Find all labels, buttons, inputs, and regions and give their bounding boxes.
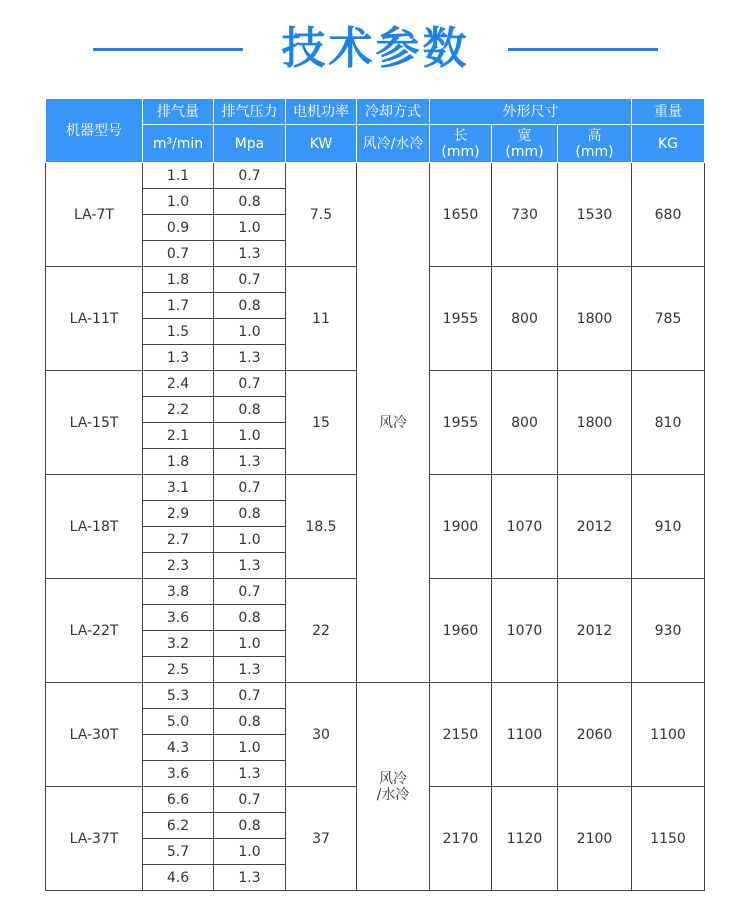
header-width — [492, 125, 558, 163]
header-pressure-unit: Mpa — [214, 125, 286, 163]
pressure-cell: 0.7 — [214, 267, 286, 293]
pressure-cell: 1.3 — [214, 345, 286, 371]
length-cell: 1960 — [430, 579, 492, 683]
pressure-cell: 1.3 — [214, 865, 286, 891]
flow-cell: 1.5 — [143, 319, 214, 345]
weight-cell: 810 — [632, 371, 705, 475]
width-cell: 800 — [492, 371, 558, 475]
height-cell: 1800 — [558, 267, 632, 371]
flow-cell: 4.3 — [143, 735, 214, 761]
model-cell: LA-18T — [46, 475, 143, 579]
length-cell: 1955 — [430, 267, 492, 371]
pressure-cell: 0.8 — [214, 501, 286, 527]
model-cell: LA-22T — [46, 579, 143, 683]
width-cell: 1070 — [492, 579, 558, 683]
header-cooling-unit: 风冷/水冷 — [357, 125, 430, 163]
power-cell: 22 — [286, 579, 357, 683]
pressure-cell: 0.7 — [214, 163, 286, 189]
height-cell: 1800 — [558, 371, 632, 475]
length-cell: 1955 — [430, 371, 492, 475]
flow-cell: 2.9 — [143, 501, 214, 527]
header-width-label: 宽 — [517, 127, 532, 144]
pressure-cell: 1.3 — [214, 657, 286, 683]
width-cell: 1100 — [492, 683, 558, 787]
pressure-cell: 1.0 — [214, 423, 286, 449]
header-length-label: 长 — [453, 127, 468, 144]
length-cell: 2150 — [430, 683, 492, 787]
height-cell: 2100 — [558, 787, 632, 891]
pressure-cell: 1.0 — [214, 319, 286, 345]
flow-cell: 1.8 — [143, 449, 214, 475]
pressure-cell: 0.8 — [214, 293, 286, 319]
pressure-cell: 1.3 — [214, 241, 286, 267]
header-weight-unit: KG — [632, 125, 705, 163]
weight-cell: 1150 — [632, 787, 705, 891]
flow-cell: 6.2 — [143, 813, 214, 839]
header-cooling: 冷却方式 — [357, 99, 430, 125]
flow-cell: 0.9 — [143, 215, 214, 241]
pressure-cell: 0.8 — [214, 397, 286, 423]
pressure-cell: 0.7 — [214, 475, 286, 501]
pressure-cell: 1.0 — [214, 735, 286, 761]
length-cell: 1900 — [430, 475, 492, 579]
page-title: 技术参数 — [281, 23, 470, 74]
power-cell: 7.5 — [286, 163, 357, 267]
flow-cell: 6.6 — [143, 787, 214, 813]
weight-cell: 1100 — [632, 683, 705, 787]
header-height-unit: (mm) — [575, 143, 614, 160]
flow-cell: 1.0 — [143, 189, 214, 215]
width-cell: 800 — [492, 267, 558, 371]
flow-cell: 1.1 — [143, 163, 214, 189]
model-cell: LA-7T — [46, 163, 143, 267]
cooling-air-cell: 风冷 — [357, 163, 430, 683]
header-weight: 重量 — [632, 99, 705, 125]
pressure-cell: 0.7 — [214, 579, 286, 605]
flow-cell: 4.6 — [143, 865, 214, 891]
model-cell: LA-37T — [46, 787, 143, 891]
cooling-air-water-line2: /水冷 — [376, 786, 410, 803]
pressure-cell: 0.8 — [214, 189, 286, 215]
flow-cell: 1.7 — [143, 293, 214, 319]
power-cell: 30 — [286, 683, 357, 787]
pressure-cell: 0.8 — [214, 605, 286, 631]
flow-cell: 2.7 — [143, 527, 214, 553]
header-model: 机器型号 — [46, 99, 143, 163]
pressure-cell: 0.7 — [214, 787, 286, 813]
header-power: 电机功率 — [286, 99, 357, 125]
flow-cell: 2.5 — [143, 657, 214, 683]
header-height-label: 高 — [587, 127, 602, 144]
pressure-cell: 0.8 — [214, 709, 286, 735]
pressure-cell: 1.3 — [214, 761, 286, 787]
title-banner — [0, 14, 750, 84]
weight-cell: 680 — [632, 163, 705, 267]
pressure-cell: 1.0 — [214, 527, 286, 553]
flow-cell: 2.3 — [143, 553, 214, 579]
flow-cell: 2.1 — [143, 423, 214, 449]
pressure-cell: 0.8 — [214, 813, 286, 839]
header-length — [430, 125, 492, 163]
header-displacement: 排气量 — [143, 99, 214, 125]
weight-cell: 910 — [632, 475, 705, 579]
pressure-cell: 1.0 — [214, 215, 286, 241]
header-dimensions: 外形尺寸 — [430, 99, 632, 125]
model-cell: LA-15T — [46, 371, 143, 475]
flow-cell: 3.6 — [143, 605, 214, 631]
spec-table — [45, 98, 705, 891]
flow-cell: 0.7 — [143, 241, 214, 267]
power-cell: 11 — [286, 267, 357, 371]
flow-cell: 3.1 — [143, 475, 214, 501]
flow-cell: 2.2 — [143, 397, 214, 423]
pressure-cell: 1.0 — [214, 631, 286, 657]
cooling-air-water-cell — [357, 683, 430, 891]
height-cell: 2060 — [558, 683, 632, 787]
width-cell: 1120 — [492, 787, 558, 891]
power-cell: 37 — [286, 787, 357, 891]
flow-cell: 3.2 — [143, 631, 214, 657]
width-cell: 730 — [492, 163, 558, 267]
header-pressure: 排气压力 — [214, 99, 286, 125]
flow-cell: 3.8 — [143, 579, 214, 605]
title-right-rule — [508, 48, 658, 51]
weight-cell: 930 — [632, 579, 705, 683]
pressure-cell: 1.3 — [214, 553, 286, 579]
height-cell: 2012 — [558, 475, 632, 579]
flow-cell: 5.0 — [143, 709, 214, 735]
header-height — [558, 125, 632, 163]
model-cell: LA-30T — [46, 683, 143, 787]
header-length-unit: (mm) — [441, 143, 480, 160]
cooling-air-water-line1: 风冷 — [379, 770, 407, 787]
width-cell: 1070 — [492, 475, 558, 579]
header-power-unit: KW — [286, 125, 357, 163]
model-cell: LA-11T — [46, 267, 143, 371]
flow-cell: 5.7 — [143, 839, 214, 865]
title-left-rule — [93, 48, 243, 51]
length-cell: 1650 — [430, 163, 492, 267]
flow-cell: 5.3 — [143, 683, 214, 709]
height-cell: 1530 — [558, 163, 632, 267]
weight-cell: 785 — [632, 267, 705, 371]
power-cell: 18.5 — [286, 475, 357, 579]
pressure-cell: 1.3 — [214, 449, 286, 475]
flow-cell: 3.6 — [143, 761, 214, 787]
header-displacement-unit: m³/min — [143, 125, 214, 163]
header-width-unit: (mm) — [505, 143, 544, 160]
height-cell: 2012 — [558, 579, 632, 683]
flow-cell: 1.8 — [143, 267, 214, 293]
power-cell: 15 — [286, 371, 357, 475]
pressure-cell: 0.7 — [214, 683, 286, 709]
pressure-cell: 0.7 — [214, 371, 286, 397]
pressure-cell: 1.0 — [214, 839, 286, 865]
flow-cell: 1.3 — [143, 345, 214, 371]
flow-cell: 2.4 — [143, 371, 214, 397]
length-cell: 2170 — [430, 787, 492, 891]
